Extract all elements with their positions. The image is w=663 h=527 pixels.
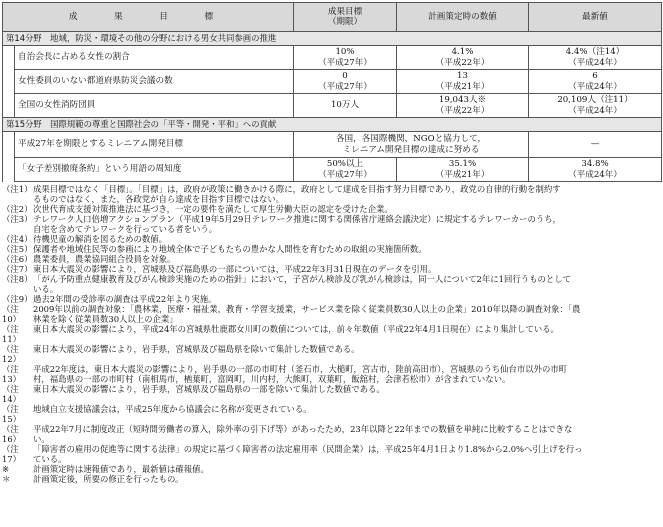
row-target: 10万人 <box>294 94 397 118</box>
note-line: 保護者や地域住民等の参画により地域全体で子どもたちの豊かな人間性を育むための取組の実施箇所数。 <box>33 244 427 254</box>
note-item <box>2 184 661 204</box>
note-text <box>33 364 661 384</box>
note-line: 過去2年間の受診率の調査は平成22年より実施。 <box>33 294 217 304</box>
note-mark: （注17） <box>2 444 22 464</box>
row-baseline: 35.1% （平成21年） <box>397 158 529 182</box>
row-target: 10% （平成27年） <box>294 46 397 70</box>
row-item: 自治会長に占める女性の割合 <box>15 46 294 70</box>
note-item <box>2 364 661 384</box>
note-text <box>33 234 661 244</box>
row-target-span: 各国，各国際機関，NGOと協力して， ミレニアム開発目標の達成に努める <box>294 132 529 158</box>
note-line: 計画策定時は速報値であり，最新値は確報値。 <box>33 464 209 474</box>
row-latest: — <box>529 132 662 158</box>
row-latest: 6 （平成24年） <box>529 70 662 94</box>
note-text <box>33 344 661 364</box>
row-target: 50%以上 （平成27年） <box>294 158 397 182</box>
notes <box>2 184 661 484</box>
note-mark: （注13） <box>2 364 22 384</box>
note-text <box>33 324 661 344</box>
row-target: 0 （平成27年） <box>294 70 397 94</box>
table-row <box>3 158 662 182</box>
note-item <box>2 254 661 264</box>
note-text <box>33 274 661 294</box>
note-item <box>2 244 661 254</box>
note-line: 平成22年7月に制度改正（短時間労働者の算入，除外率の引下げ等）があったため，23年以降と22年までの数値を単純に比較することはできな <box>33 424 573 434</box>
note-mark: （注9） <box>2 294 33 304</box>
goals-table <box>2 2 662 182</box>
note-item <box>2 464 661 474</box>
section-title: 第14分野 地域，防災・環境その他の分野における男女共同参画の推進 <box>3 32 662 46</box>
note-item <box>2 214 661 234</box>
note-line: 林業を除く従業員数30人以上の企業」 <box>33 314 178 324</box>
note-mark: （注16） <box>2 424 22 444</box>
note-line: 次世代育成支援対策推進法に基づき，一定の要件を満たして厚生労働大臣の認定を受けた企業。 <box>33 204 393 214</box>
note-line: いる。 <box>33 284 59 294</box>
note-text <box>33 294 661 304</box>
note-line: 計画策定後，所要の修正を行ったもの。 <box>33 474 184 484</box>
note-line: 自宅を含めてテレワークを行っている者をいう。 <box>33 224 218 234</box>
note-line: 待機児童の解消を図るための数値。 <box>33 234 167 244</box>
note-item <box>2 294 661 304</box>
note-mark: （注12） <box>2 344 22 364</box>
note-item <box>2 204 661 214</box>
row-latest: 34.8% （平成24年） <box>529 158 662 182</box>
header-target <box>294 3 397 32</box>
note-item <box>2 404 661 424</box>
row-item: 女性委員のいない都道府県防災会議の数 <box>15 70 294 94</box>
header-target-line1: 成果目標 <box>327 6 363 17</box>
note-line: い。 <box>33 434 50 444</box>
row-item: 全国の女性消防団員 <box>15 94 294 118</box>
section-title: 第15分野 国際規範の尊重と国際社会の「平等・開発・平和」への貢献 <box>3 118 662 132</box>
note-item <box>2 264 661 274</box>
note-text <box>33 244 661 254</box>
note-line: 東日本大震災の影響により，岩手県，宮城県及び福島県の一部を除いて集計した数値である。 <box>33 384 385 394</box>
note-line: 東日本大震災の影響により，宮城県及び福島県の一部については，平成22年3月31日現在のデータを引用。 <box>33 264 437 274</box>
note-line: 地域自立支援協議会は，平成25年度から協議会に名称が変更されている。 <box>33 404 312 414</box>
note-item <box>2 234 661 244</box>
row-baseline: 13 （平成21年） <box>397 70 529 94</box>
note-mark: （注3） <box>2 214 33 224</box>
note-text <box>33 254 661 264</box>
row-baseline: 19,043人※ （平成22年） <box>397 94 529 118</box>
note-mark: （注4） <box>2 234 33 244</box>
note-line: 「がん予防重点健康教育及びがん検診実施のための指針」において，子宮がん検診及び乳がん検診は，同一人について2年に1回行うものとして <box>33 274 571 284</box>
note-line: 2009年以前の調査対象：「農林業，医療・福祉業，教育・学習支援業，サービス業を除く従業員数30人以上の企業」2010年以降の調査対象：「農 <box>33 304 581 314</box>
note-item <box>2 274 661 294</box>
note-mark: （注11） <box>2 324 22 344</box>
section-row <box>3 118 662 132</box>
note-mark: （注15） <box>2 404 22 424</box>
note-mark: （注8） <box>2 274 33 284</box>
row-baseline: 4.1% （平成22年） <box>397 46 529 70</box>
row-latest: 4.4%（注14） （平成24年） <box>529 46 662 70</box>
note-item <box>2 444 661 464</box>
note-mark: （注6） <box>2 254 33 264</box>
row-latest: 20,109人（注11） （平成24年） <box>529 94 662 118</box>
note-line: 「障害者の雇用の促進等に関する法律」の規定に基づく障害者の法定雇用率（民間企業）は，平成25年4月1日より1.8%から2.0%へ引上げを行っ <box>33 444 583 454</box>
note-text <box>33 404 661 424</box>
note-line: 村，福島県の一部の市町村（南相馬市，楢葉町，富岡町，川内村，大熊町，双葉町，飯舘村，会津若松市）が含まれていない。 <box>33 374 511 384</box>
row-item: 「女子差別撤廃条約」という用語の周知度 <box>15 158 294 182</box>
note-line: 平成22年度は，東日本大震災の影響により，岩手県の一部の市町村（釜石市，大槌町，宮古市，陸前高田市），宮城県のうち仙台市以外の市町 <box>33 364 568 374</box>
note-text <box>33 304 661 324</box>
note-mark: （注2） <box>2 204 33 214</box>
note-line: 東日本大震災の影響により，岩手県，宮城県及び福島県を除いて集計した数値である。 <box>33 344 360 354</box>
note-line: るものではなく，また，各政党が自ら達成を目指す目標ではない。 <box>33 194 285 204</box>
table-row <box>3 70 662 94</box>
note-text <box>33 444 661 464</box>
note-item <box>2 424 661 444</box>
note-mark: （注10） <box>2 304 22 324</box>
note-mark: ※ <box>2 464 10 474</box>
note-text <box>33 384 661 404</box>
note-text <box>33 184 661 204</box>
note-text <box>33 464 661 474</box>
section-row <box>3 32 662 46</box>
header-baseline: 計画策定時の数値 <box>397 3 529 32</box>
row-indent <box>3 46 15 118</box>
note-mark: （注5） <box>2 244 33 254</box>
note-mark: ＊ <box>2 474 11 484</box>
table-row <box>3 94 662 118</box>
note-line: 農業委員，農業協同組合役員を対象。 <box>33 254 176 264</box>
note-item <box>2 324 661 344</box>
note-line: 東日本大震災の影響により，平成24年の宮城県牡鹿郡女川町の数値については，前々年数値（平成22年4月1日現在）により集計している。 <box>33 324 559 334</box>
note-item <box>2 474 661 484</box>
note-text <box>33 424 661 444</box>
note-text <box>33 474 661 484</box>
note-text <box>33 204 661 214</box>
header-item: 成 果 目 標 <box>3 3 294 32</box>
note-item <box>2 304 661 324</box>
note-line: ている。 <box>33 454 67 464</box>
table-row <box>3 132 662 158</box>
row-indent <box>3 132 15 182</box>
header-target-line2: （期限） <box>327 17 363 27</box>
note-mark: （注7） <box>2 264 33 274</box>
note-mark: （注14） <box>2 384 22 404</box>
table-header-row <box>3 3 662 32</box>
note-item <box>2 384 661 404</box>
header-latest: 最新値 <box>529 3 662 32</box>
note-text <box>33 264 661 274</box>
note-mark: （注1） <box>2 184 33 194</box>
note-item <box>2 344 661 364</box>
table-row <box>3 46 662 70</box>
row-item: 平成27年を期限とするミレニアム開発目標 <box>15 132 294 158</box>
note-text <box>33 214 661 234</box>
note-line: テレワーク人口倍増アクションプラン（平成19年5月29日テレワーク推進に関する関係省庁連絡会議決定）に規定するテレワーカーのうち， <box>33 214 562 224</box>
note-line: 成果目標ではなく「目標」。「目標」は，政府が政策に働きかける際に，政府として達成を目指す努力目標であり，政党の自律的行動を制約す <box>33 184 561 194</box>
